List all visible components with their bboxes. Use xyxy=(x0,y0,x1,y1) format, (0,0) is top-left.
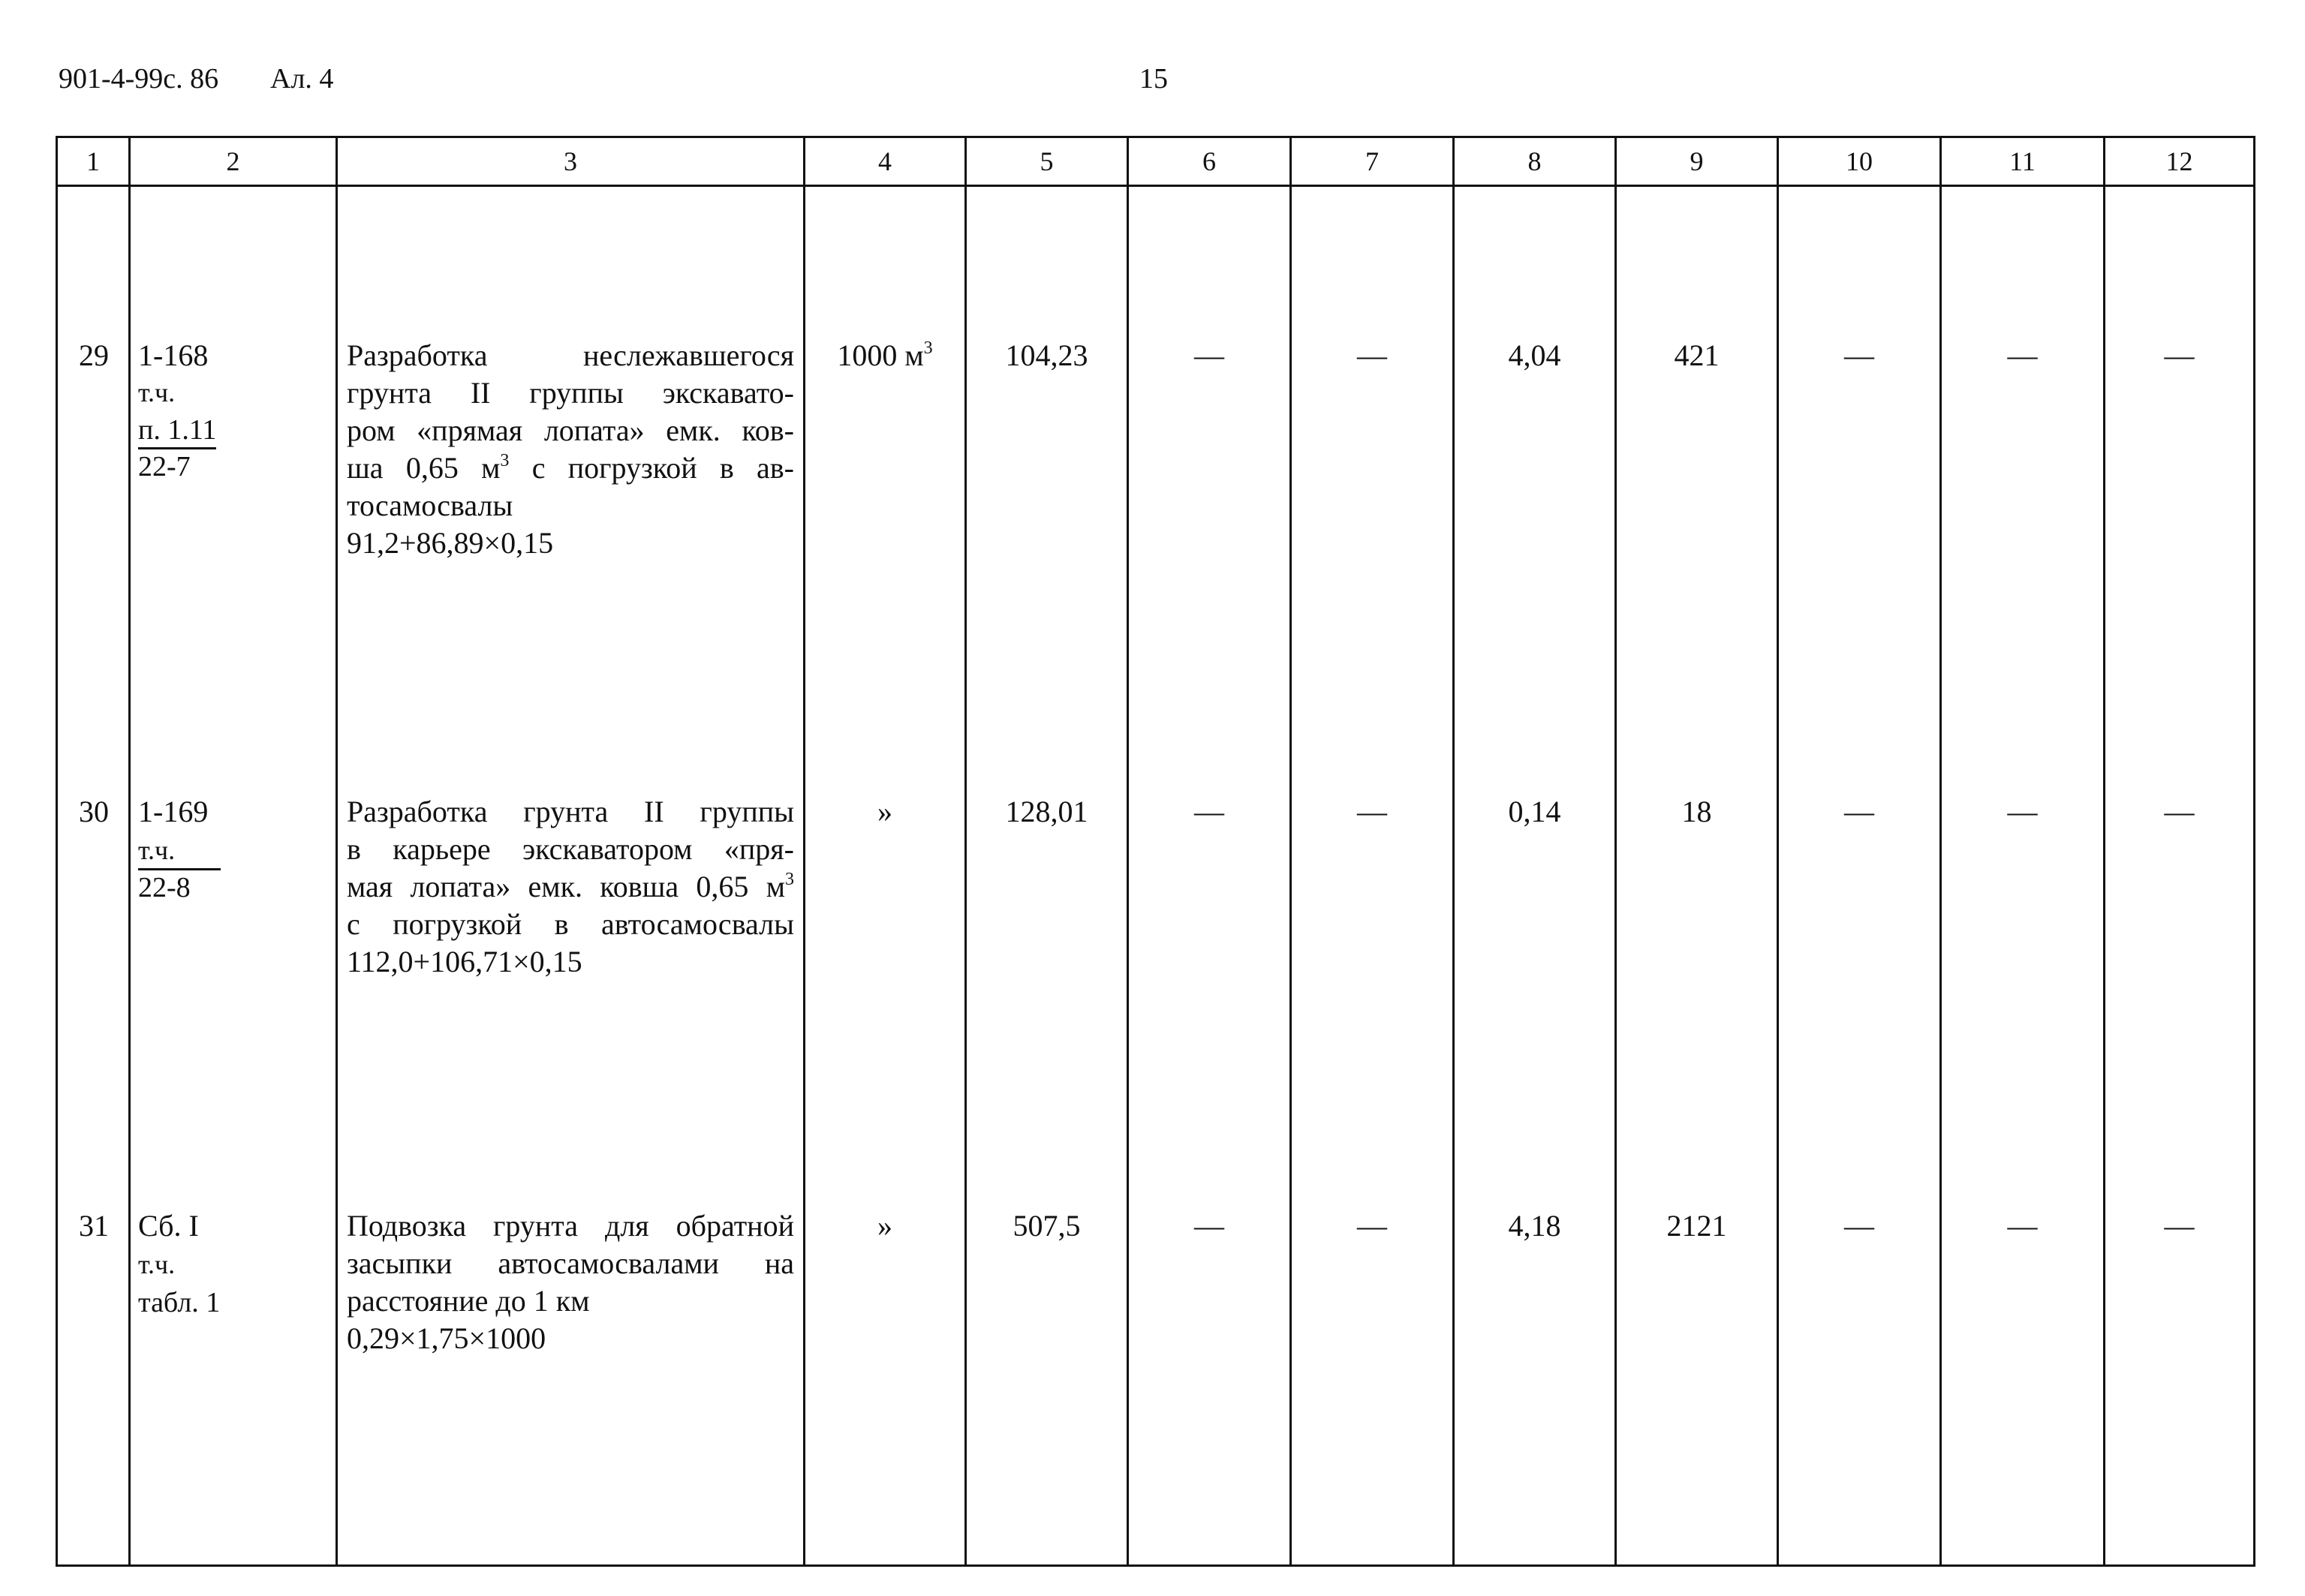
value-cell: — xyxy=(2164,795,2195,828)
reference-cell xyxy=(130,186,337,1566)
description-line: в карьере экскаватором «пря- xyxy=(347,832,794,866)
row-number-30: 30 xyxy=(79,795,109,828)
reference-30 xyxy=(138,793,221,905)
value-cell: — xyxy=(1357,338,1387,372)
unit-29: 1000 $м^3$ xyxy=(837,338,933,372)
description-line: ша 0,65 $м^3$ с погрузкой в ав- xyxy=(347,451,795,485)
value-cell: 128,01 xyxy=(1005,795,1088,828)
table-body-row xyxy=(57,186,2255,1566)
reference-note: т.ч. xyxy=(138,1249,176,1279)
row-number-29: 29 xyxy=(79,338,109,372)
value-cell: — xyxy=(2164,338,2195,372)
reference-numerator: п. 1.11 xyxy=(138,413,216,449)
reference-denominator: 22-8 xyxy=(138,872,191,903)
description-line: ром «прямая лопата» емк. ков- xyxy=(347,413,794,447)
value-cell: — xyxy=(1194,1209,1224,1243)
column-header: 12 xyxy=(2105,137,2255,186)
description-cell xyxy=(337,186,805,1566)
description-formula: 112,0+106,71×0,15 xyxy=(347,945,582,978)
description-line: Разработка грунта II группы xyxy=(347,795,794,828)
column-header: 10 xyxy=(1778,137,1941,186)
value-cell: — xyxy=(2007,1209,2038,1243)
column-header: 6 xyxy=(1128,137,1291,186)
estimate-table xyxy=(56,136,2255,1567)
unit-31: » xyxy=(877,1209,892,1243)
column-header: 9 xyxy=(1616,137,1778,186)
column-8-cell xyxy=(1454,186,1616,1566)
description-formula: 0,29×1,75×1000 xyxy=(347,1321,546,1355)
reference-table: табл. 1 xyxy=(138,1287,221,1318)
column-header: 7 xyxy=(1291,137,1454,186)
description-29 xyxy=(347,337,794,562)
value-cell: 4,18 xyxy=(1508,1209,1561,1243)
value-cell: — xyxy=(2007,338,2038,372)
value-cell: — xyxy=(1194,338,1224,372)
value-cell: — xyxy=(2007,795,2038,828)
column-header: 3 xyxy=(337,137,805,186)
row-number-31: 31 xyxy=(79,1209,109,1243)
reference-denominator: 22-7 xyxy=(138,451,191,482)
column-11-cell xyxy=(1941,186,2105,1566)
unit-30: » xyxy=(877,795,892,828)
reference-29 xyxy=(138,337,216,484)
value-cell: — xyxy=(2164,1209,2195,1243)
column-header: 8 xyxy=(1454,137,1616,186)
reference-note: т.ч. xyxy=(138,377,176,407)
column-header: 2 xyxy=(130,137,337,186)
column-6-cell xyxy=(1128,186,1291,1566)
value-cell: — xyxy=(1844,338,1874,372)
value-cell: 0,14 xyxy=(1508,795,1561,828)
description-30 xyxy=(347,793,794,981)
description-line: расстояние до 1 км xyxy=(347,1284,590,1318)
description-line: засыпки автосамосвалами на xyxy=(347,1246,794,1280)
page-number: 15 xyxy=(1139,63,1168,95)
column-header: 5 xyxy=(966,137,1128,186)
reference-code: Сб. I xyxy=(138,1209,199,1243)
reference-code: 1-169 xyxy=(138,795,209,828)
value-cell: — xyxy=(1357,1209,1387,1243)
value-cell: — xyxy=(1844,795,1874,828)
column-12-cell xyxy=(2105,186,2255,1566)
reference-numerator: т.ч. xyxy=(138,832,221,870)
description-line: Подвозка грунта для обратной xyxy=(347,1209,794,1243)
unit-cell xyxy=(805,186,966,1566)
description-31 xyxy=(347,1207,794,1357)
value-cell: 4,04 xyxy=(1508,338,1561,372)
column-7-cell xyxy=(1291,186,1454,1566)
value-cell: 2121 xyxy=(1666,1209,1727,1243)
reference-31 xyxy=(138,1207,220,1321)
column-header: 4 xyxy=(805,137,966,186)
column-header: 1 xyxy=(57,137,130,186)
column-10-cell xyxy=(1778,186,1941,1566)
description-formula: 91,2+86,89×0,15 xyxy=(347,526,554,560)
description-line: мая лопата» емк. ковша 0,65 $м^3$ xyxy=(347,870,794,903)
column-5-cell xyxy=(966,186,1128,1566)
value-cell: — xyxy=(1357,795,1387,828)
column-9-cell xyxy=(1616,186,1778,1566)
value-cell: 421 xyxy=(1674,338,1720,372)
description-line: грунта II группы экскавато- xyxy=(347,376,794,410)
value-cell: — xyxy=(1194,795,1224,828)
document-code: 901-4-99с. 86 xyxy=(59,63,219,95)
reference-code: 1-168 xyxy=(138,338,209,372)
column-number-row xyxy=(57,137,2255,186)
sheet-label: Ал. 4 xyxy=(270,63,334,95)
value-cell: — xyxy=(1844,1209,1874,1243)
row-number-cell xyxy=(57,186,130,1566)
description-line: тосамосвалы xyxy=(347,488,513,522)
value-cell: 507,5 xyxy=(1013,1209,1081,1243)
description-line: с погрузкой в автосамосвалы xyxy=(347,907,794,941)
description-line: Разработка неслежавшегося xyxy=(347,338,794,372)
value-cell: 104,23 xyxy=(1005,338,1088,372)
value-cell: 18 xyxy=(1681,795,1712,828)
column-header: 11 xyxy=(1941,137,2105,186)
